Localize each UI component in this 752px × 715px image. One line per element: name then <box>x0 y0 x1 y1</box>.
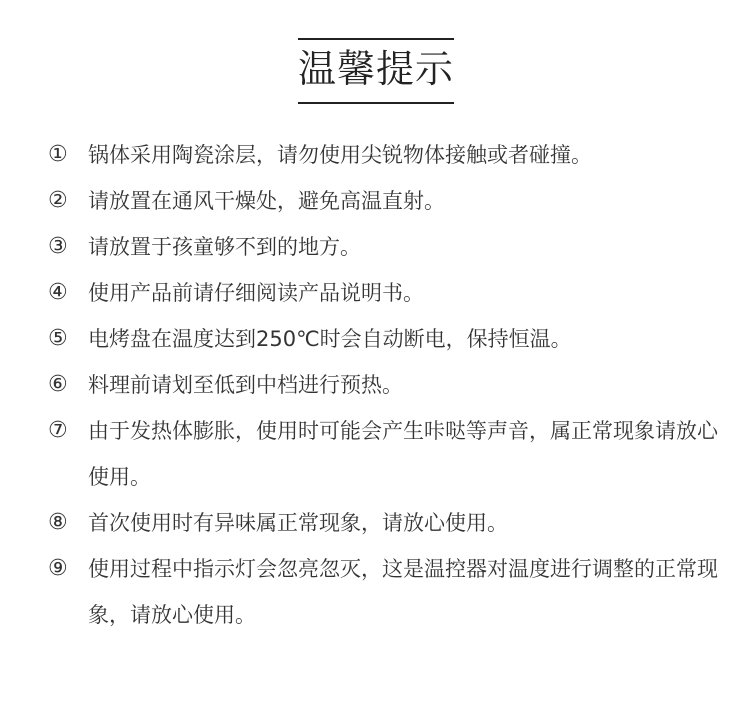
item-text: 锅体采用陶瓷涂层，请勿使用尖锐物体接触或者碰撞。 <box>88 143 592 167</box>
list-item <box>48 316 720 362</box>
item-text: 使用产品前请仔细阅读产品说明书。 <box>88 281 424 305</box>
list-item <box>48 224 720 270</box>
item-number: ① <box>48 142 68 167</box>
item-number: ⑦ <box>48 418 68 443</box>
list-item <box>48 408 720 500</box>
item-number: ③ <box>48 234 68 259</box>
page-title: 温馨提示 <box>298 38 454 104</box>
list-item <box>48 362 720 408</box>
item-text: 请放置在通风干燥处，避免高温直射。 <box>88 189 445 213</box>
list-item <box>48 270 720 316</box>
item-number: ④ <box>48 280 68 305</box>
title-container <box>0 38 752 104</box>
item-number: ② <box>48 188 68 213</box>
item-number: ⑥ <box>48 372 68 397</box>
item-number: ⑧ <box>48 510 68 535</box>
item-text: 由于发热体膨胀，使用时可能会产生咔哒等声音，属正常现象请放心使用。 <box>88 419 718 489</box>
item-text: 料理前请划至低到中档进行预热。 <box>88 373 403 397</box>
item-number: ⑨ <box>48 556 68 581</box>
item-text: 电烤盘在温度达到250℃时会自动断电，保持恒温。 <box>88 327 572 351</box>
list-item <box>48 546 720 638</box>
item-text: 首次使用时有异味属正常现象，请放心使用。 <box>88 511 508 535</box>
item-text: 使用过程中指示灯会忽亮忽灭，这是温控器对温度进行调整的正常现象，请放心使用。 <box>88 557 718 627</box>
item-number: ⑤ <box>48 326 68 351</box>
tips-list <box>48 132 720 638</box>
item-text: 请放置于孩童够不到的地方。 <box>88 235 361 259</box>
list-item <box>48 500 720 546</box>
list-item <box>48 132 720 178</box>
list-item <box>48 178 720 224</box>
